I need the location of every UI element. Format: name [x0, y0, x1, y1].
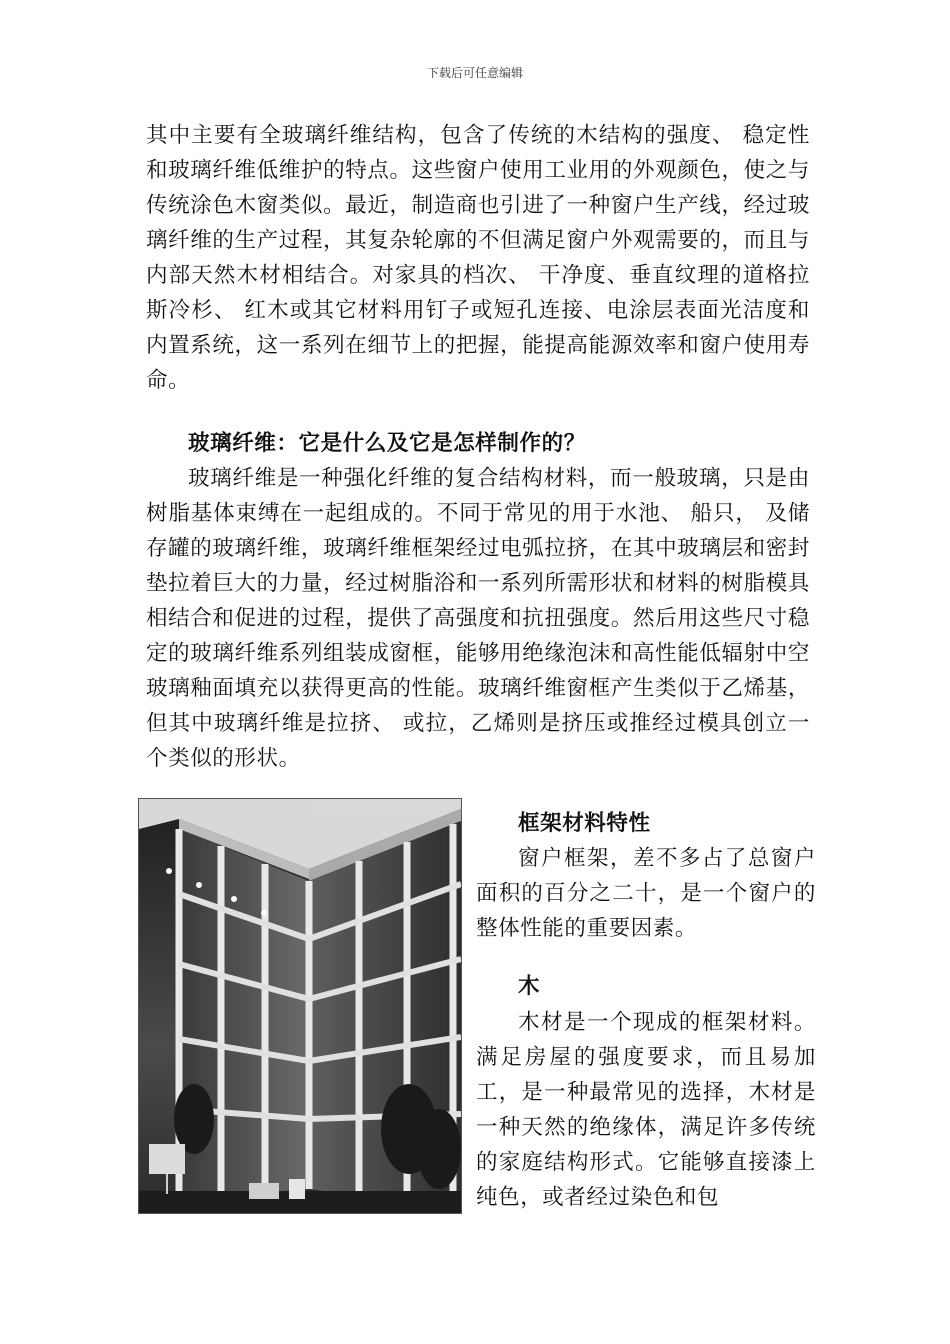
- paragraph-intro: 其中主要有全玻璃纤维结构，包含了传统的木结构的强度、 稳定性和玻璃纤维低维护的特点。这些窗户使用工业用的外观颜色，使之与传统涂色木窗类似。最近，制造商也引进了一种窗户生产线，经过玻璃纤维的生产过程，其复杂轮廓的不但满足窗户外观需要的，而且与内部天然木材相结合。对家具的档次、 干净度、垂直纹理的道格拉斯冷杉、 红木或其它材料用钉子或短孔连接、电涂层表面光洁度和内置系统，这一系列在细节上的把握，能提高能源效率和窗户使用寿命。: [146, 123, 810, 393]
- page-header: 下载后可任意编辑: [426, 66, 523, 80]
- window-photo: [138, 798, 462, 1214]
- paragraph-fiberglass: 玻璃纤维是一种强化纤维的复合结构材料，而一般玻璃，只是由树脂基体束缚在一起组成的。不同于常见的用于水池、 船只， 及储存罐的玻璃纤维，玻璃纤维框架经过电弧拉挤，在其中玻璃层和密封垫拉着巨大的力量，经过树脂浴和一系列所需形状和材料的树脂模具相结合和促进的过程，提供了高强度和抗扭强度。然后用这些尺寸稳定的玻璃纤维系列组装成窗框，能够用绝缘泡沫和高性能低辐射中空玻璃釉面填充以获得更高的性能。玻璃纤维窗框产生类似于乙烯基，但其中玻璃纤维是拉挤、 或拉，乙烯则是挤压或推经过模具创立一个类似的形状。: [146, 466, 810, 771]
- heading-frame-materials: 框架材料特性: [518, 811, 651, 836]
- paragraph-frame-materials: 窗户框架，差不多占了总窗户面积的百分之二十，是一个窗户的整体性能的重要因素。: [476, 846, 816, 941]
- heading-wood: 木: [518, 974, 540, 999]
- heading-fiberglass: 玻璃纤维：它是什么及它是怎样制作的？: [188, 431, 586, 456]
- photo-credit: Photo courtesy of Levi Ellyson: [314, 803, 453, 813]
- window-photo-illustration: [139, 799, 461, 1213]
- paragraph-wood: 木材是一个现成的框架材料。满足房屋的强度要求，而且易加工，是一种最常见的选择，木材是一种天然的绝缘体，满足许多传统的家庭结构形式。它能够直接漆上纯色，或者经过染色和包: [476, 1010, 816, 1210]
